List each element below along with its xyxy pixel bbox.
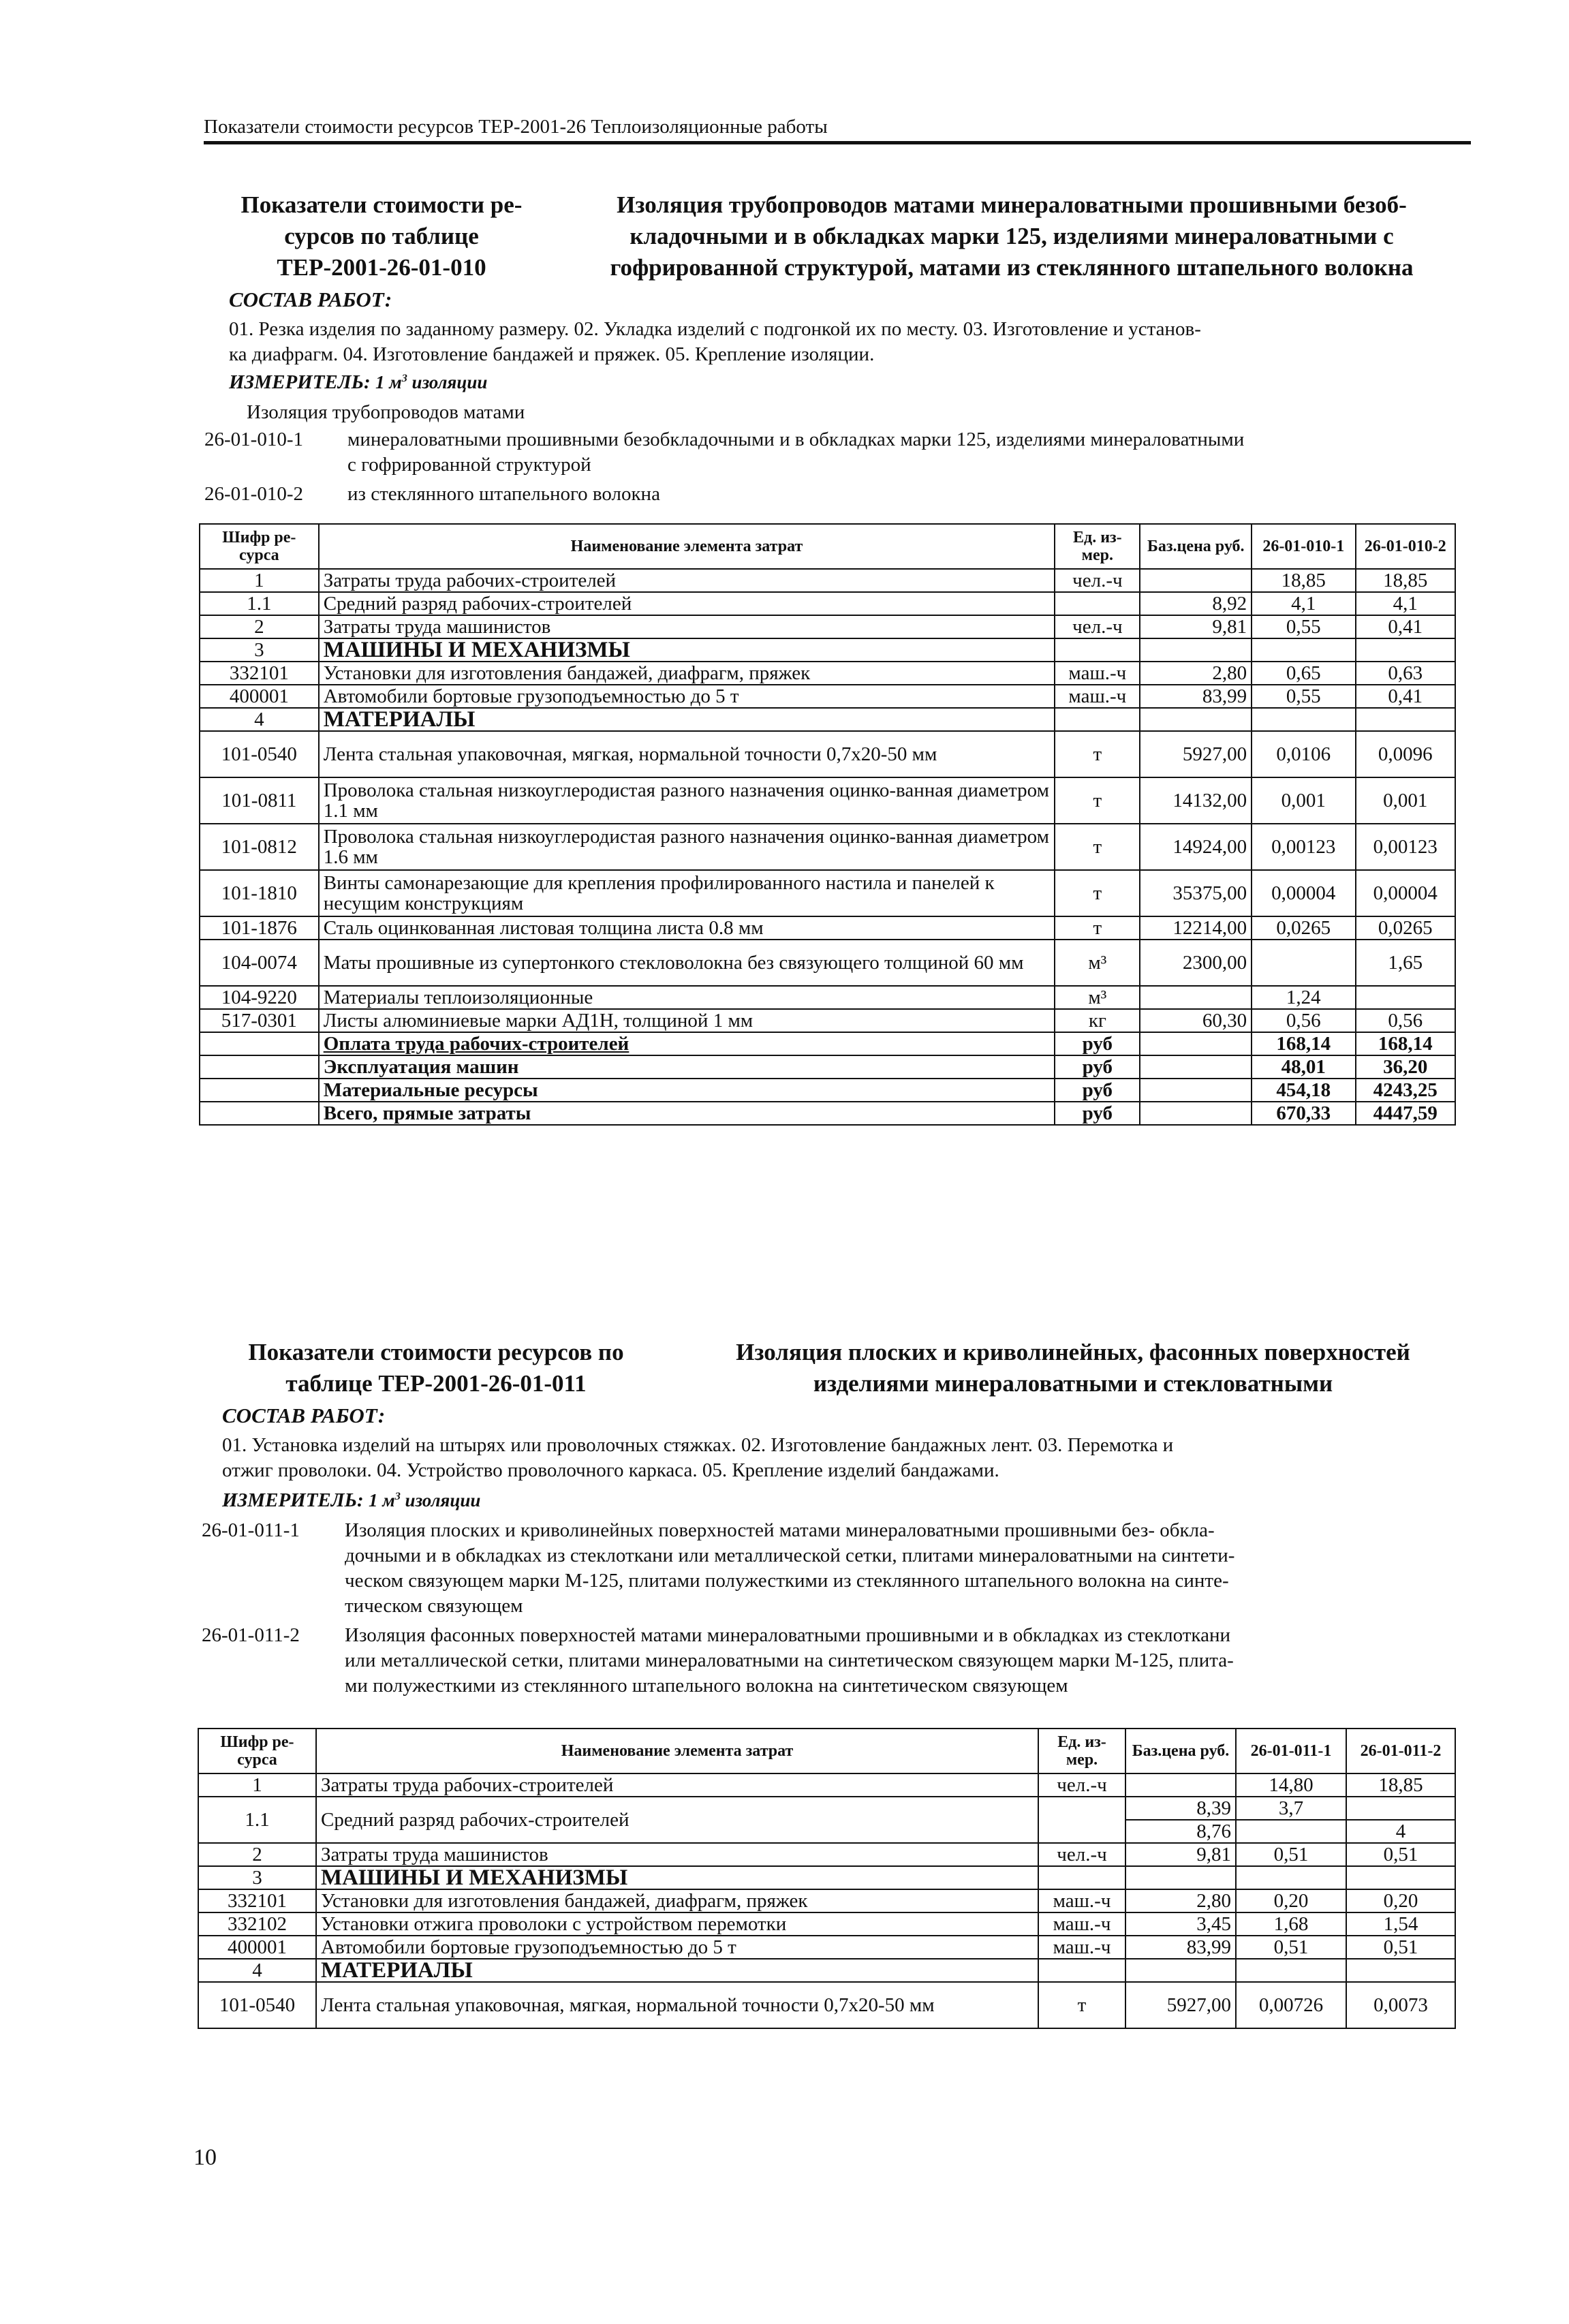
section1-work-text [229, 317, 1469, 367]
cell: 1.1 [200, 592, 319, 615]
section2-table [198, 1728, 1456, 2029]
cell: 2 [200, 615, 319, 638]
col-header: Шифр ре-сурса [200, 524, 319, 569]
cell: 400001 [198, 1936, 316, 1959]
table-row [200, 592, 1455, 615]
col-header: Баз.цена руб. [1140, 524, 1252, 569]
total-row [200, 1032, 1455, 1055]
section2-title-left-line: Показатели стоимости ресурсов по [248, 1339, 624, 1365]
cell: Автомобили бортовые грузоподъемностью до 5 т [319, 685, 1055, 708]
cell: 0,51 [1236, 1936, 1346, 1959]
cell: 5927,00 [1140, 731, 1252, 777]
cell: 3,45 [1125, 1912, 1236, 1936]
cell: т [1055, 870, 1140, 916]
cell: 4,1 [1356, 592, 1455, 615]
meter-sup: 3 [401, 372, 407, 384]
col-header: Баз.цена руб. [1125, 1729, 1236, 1773]
cell: кг [1055, 1009, 1140, 1032]
table-row [200, 916, 1455, 940]
table-row [200, 824, 1455, 870]
work-text-line: ка диафрагм. 04. Изготовление бандажей и пряжек. 05. Крепление изоляции. [229, 343, 875, 365]
section1-title-right-line: Изоляция трубопроводов матами минераловатными прошивными безоб- [617, 191, 1407, 218]
cell: 3 [200, 638, 319, 662]
col-header: Ед. из-мер. [1038, 1729, 1125, 1773]
cell: 14,80 [1236, 1773, 1346, 1797]
cell: 1,68 [1236, 1912, 1346, 1936]
cell: 0,00726 [1236, 1982, 1346, 2028]
cell: Лента стальная упаковочная, мягкая, нормальной точности 0,7х20-50 мм [319, 731, 1055, 777]
cell: 9,81 [1140, 615, 1252, 638]
meter-label: ИЗМЕРИТЕЛЬ: [222, 1489, 364, 1511]
meter-tail: изоляции [407, 372, 488, 392]
cell [1140, 986, 1252, 1009]
cell: 517-0301 [200, 1009, 319, 1032]
code-id: 26-01-010-2 [204, 483, 303, 505]
cell: 101-0812 [200, 824, 319, 870]
cell: маш.-ч [1038, 1936, 1125, 1959]
code-id: 26-01-011-2 [202, 1624, 300, 1646]
table-row [200, 940, 1455, 986]
cell: м³ [1055, 986, 1140, 1009]
section1-meter [229, 371, 487, 394]
cell: чел.-ч [1055, 569, 1140, 592]
cell: Затраты труда машинистов [316, 1843, 1038, 1866]
section2-title-right-line: изделиями минераловатными и стекловатными [813, 1370, 1333, 1397]
table-row [198, 1866, 1455, 1889]
cell: МАТЕРИАЛЫ [316, 1959, 1038, 1982]
cell: 9,81 [1125, 1843, 1236, 1866]
total-row [200, 1079, 1455, 1102]
cell: 3 [198, 1866, 316, 1889]
cell: 48,01 [1252, 1055, 1355, 1079]
meter-label: ИЗМЕРИТЕЛЬ: [229, 371, 371, 393]
total-label: Материальные ресурсы [319, 1079, 1055, 1102]
cell: 0,0265 [1356, 916, 1455, 940]
cell: 101-0811 [200, 777, 319, 824]
cell: чел.-ч [1038, 1773, 1125, 1797]
cell: 4 [1346, 1820, 1455, 1843]
cell: Затраты труда машинистов [319, 615, 1055, 638]
table-row [198, 1843, 1455, 1866]
cell: 14924,00 [1140, 824, 1252, 870]
section2-work-text [222, 1433, 1469, 1483]
code-desc-line: минераловатными прошивными безобкладочными и в обкладках марки 125, изделиями минераловатными [347, 429, 1245, 450]
code-desc-line: Изоляция фасонных поверхностей матами минераловатными прошивными и в обкладках из стеклоткани [345, 1624, 1230, 1646]
cell: руб [1055, 1079, 1140, 1102]
cell: МАТЕРИАЛЫ [319, 708, 1055, 731]
cell: Автомобили бортовые грузоподъемностью до 5 т [316, 1936, 1038, 1959]
cell: т [1055, 731, 1140, 777]
cell: 0,63 [1356, 662, 1455, 685]
code-desc-line: тическом связующем [345, 1595, 523, 1617]
table-header-row [200, 524, 1455, 569]
code-id: 26-01-011-1 [202, 1519, 300, 1541]
total-row [200, 1055, 1455, 1079]
total-label: Эксплуатация машин [319, 1055, 1055, 1079]
cell: 1,24 [1252, 986, 1355, 1009]
cell: 4 [200, 708, 319, 731]
cell: 0,56 [1252, 1009, 1355, 1032]
section2-work-label: СОСТАВ РАБОТ: [222, 1404, 386, 1427]
table-row [198, 1936, 1455, 1959]
table-row [198, 1797, 1455, 1820]
cell: 4,1 [1252, 592, 1355, 615]
section1-group-line: Изоляция трубопроводов матами [247, 401, 525, 423]
table-row [200, 777, 1455, 824]
cell: 454,18 [1252, 1079, 1355, 1102]
cell: 101-1876 [200, 916, 319, 940]
code-desc-line: ческом связующем марки М-125, плитами полужесткими из стеклянного штапельного волокна на синте- [345, 1570, 1229, 1592]
cell: 83,99 [1140, 685, 1252, 708]
code-desc-line: Изоляция плоских и криволинейных поверхностей матами минераловатными прошивными без- обкла- [345, 1519, 1215, 1541]
cell: руб [1055, 1032, 1140, 1055]
col-header: 26-01-010-1 [1252, 524, 1355, 569]
cell: 0,001 [1356, 777, 1455, 824]
code-desc [345, 1518, 1469, 1619]
code-desc: из стеклянного штапельного волокна [347, 483, 660, 505]
work-text-line: 01. Установка изделий на штырях или проволочных стяжках. 02. Изготовление бандажных лент. 03. Перемотка и [222, 1434, 1174, 1456]
cell: 0,20 [1236, 1889, 1346, 1912]
work-text-line: 01. Резка изделия по заданному размеру. 02. Укладка изделий с подгонкой их по месту. 03. Изготовление и установ- [229, 318, 1201, 340]
table-row [198, 1912, 1455, 1936]
cell: 2 [198, 1843, 316, 1866]
cell: 12214,00 [1140, 916, 1252, 940]
cell: 0,51 [1236, 1843, 1346, 1866]
cell: Проволока стальная низкоуглеродистая разного назначения оцинко-ванная диаметром 1.6 мм [319, 824, 1055, 870]
cell: 0,00123 [1356, 824, 1455, 870]
table-row [200, 638, 1455, 662]
total-label: Оплата труда рабочих-строителей [319, 1032, 1055, 1055]
cell: 670,33 [1252, 1102, 1355, 1125]
cell: МАШИНЫ И МЕХАНИЗМЫ [316, 1866, 1038, 1889]
cell: Листы алюминиевые марки АД1Н, толщиной 1 мм [319, 1009, 1055, 1032]
section1-title-left [204, 189, 559, 283]
cell: 168,14 [1252, 1032, 1355, 1055]
cell: т [1055, 777, 1140, 824]
cell: маш.-ч [1055, 685, 1140, 708]
cell [1252, 940, 1355, 986]
cell: маш.-ч [1055, 662, 1140, 685]
cell [1055, 592, 1140, 615]
cell: 60,30 [1140, 1009, 1252, 1032]
cell: 104-0074 [200, 940, 319, 986]
cell: Винты самонарезающие для крепления профилированного настила и панелей к несущим конструкциям [319, 870, 1055, 916]
col-header: Наименование элемента затрат [319, 524, 1055, 569]
cell: 104-9220 [200, 986, 319, 1009]
col-header: Ед. из-мер. [1055, 524, 1140, 569]
table-row [200, 731, 1455, 777]
cell: Установки для изготовления бандажей, диафрагм, пряжек [316, 1889, 1038, 1912]
code-desc-line: или металлической сетки, плитами минераловатными на синтетическом связующем марки М-125, плита- [345, 1649, 1234, 1671]
cell: 35375,00 [1140, 870, 1252, 916]
section1-code-row [204, 427, 1472, 478]
section1-work-label: СОСТАВ РАБОТ: [229, 288, 392, 311]
section2-title-right-line: Изоляция плоских и криволинейных, фасонных поверхностей [736, 1339, 1410, 1365]
cell: 0,00004 [1252, 870, 1355, 916]
cell: 0,20 [1346, 1889, 1455, 1912]
cell: маш.-ч [1038, 1889, 1125, 1912]
cell: 168,14 [1356, 1032, 1455, 1055]
section2-title-left-line: таблице ТЕР-2001-26-01-011 [285, 1370, 587, 1397]
table-row [198, 1773, 1455, 1797]
section2-meter [222, 1489, 480, 1512]
running-header [204, 116, 1471, 144]
total-label: Всего, прямые затраты [319, 1102, 1055, 1125]
cell: 3,7 [1236, 1797, 1346, 1820]
page-number: 10 [193, 2145, 217, 2170]
cell: 18,85 [1252, 569, 1355, 592]
total-row [200, 1102, 1455, 1125]
section1-table [199, 523, 1456, 1126]
cell: 1 [198, 1773, 316, 1797]
section2-title-left [204, 1337, 668, 1399]
cell: 0,00004 [1356, 870, 1455, 916]
cell: Установки отжига проволоки с устройством перемотки [316, 1912, 1038, 1936]
table-row [200, 1009, 1455, 1032]
cell: 1,54 [1346, 1912, 1455, 1936]
section2-code-row [202, 1518, 1469, 1619]
cell [1356, 986, 1455, 1009]
cell: 0,56 [1356, 1009, 1455, 1032]
cell: 8,39 [1125, 1797, 1236, 1820]
cell: Материалы теплоизоляционные [319, 986, 1055, 1009]
section2-code-row [202, 1623, 1469, 1699]
code-desc-line: с гофрированной структурой [347, 454, 591, 476]
col-header: 26-01-011-2 [1346, 1729, 1455, 1773]
cell: т [1055, 824, 1140, 870]
code-desc [345, 1623, 1469, 1699]
cell: 1.1 [198, 1797, 316, 1843]
cell [1140, 569, 1252, 592]
table-row [198, 1889, 1455, 1912]
table-row [198, 1982, 1455, 2028]
cell: 0,65 [1252, 662, 1355, 685]
cell: 0,0106 [1252, 731, 1355, 777]
cell: Маты прошивные из супертонкого стекловолокна без связующего толщиной 60 мм [319, 940, 1055, 986]
cell: чел.-ч [1038, 1843, 1125, 1866]
cell: 332102 [198, 1912, 316, 1936]
cell: 2300,00 [1140, 940, 1252, 986]
table-row [200, 569, 1455, 592]
work-text-line: отжиг проволоки. 04. Устройство проволочного каркаса. 05. Крепление изделий бандажами. [222, 1459, 999, 1481]
col-header: Шифр ре-сурса [198, 1729, 316, 1773]
cell: 0,0265 [1252, 916, 1355, 940]
cell: Затраты труда рабочих-строителей [316, 1773, 1038, 1797]
cell: 0,41 [1356, 685, 1455, 708]
table-row [200, 870, 1455, 916]
section1-title-left-line: сурсов по таблице [284, 223, 479, 249]
cell: 2,80 [1125, 1889, 1236, 1912]
table-row [200, 708, 1455, 731]
cell: 8,92 [1140, 592, 1252, 615]
cell: чел.-ч [1055, 615, 1140, 638]
cell: руб [1055, 1055, 1140, 1079]
section1-title-right-line: кладочными и в обкладках марки 125, изделиями минераловатными с [630, 223, 1394, 249]
cell: Установки для изготовления бандажей, диафрагм, пряжек [319, 662, 1055, 685]
cell: 0,00123 [1252, 824, 1355, 870]
cell: Затраты труда рабочих-строителей [319, 569, 1055, 592]
table-row [200, 662, 1455, 685]
col-header: 26-01-010-2 [1356, 524, 1455, 569]
code-desc-line: ми полужесткими из стеклянного штапельного волокна на синтетическом связующем [345, 1675, 1068, 1696]
cell: 332101 [200, 662, 319, 685]
cell: 400001 [200, 685, 319, 708]
section1-code-row [204, 482, 1472, 507]
cell: Средний разряд рабочих-строителей [319, 592, 1055, 615]
cell: 0,0096 [1356, 731, 1455, 777]
cell: м³ [1055, 940, 1140, 986]
meter-tail: изоляции [400, 1490, 481, 1510]
cell: 14132,00 [1140, 777, 1252, 824]
cell: МАШИНЫ И МЕХАНИЗМЫ [319, 638, 1055, 662]
cell: 0,41 [1356, 615, 1455, 638]
cell: 0,55 [1252, 685, 1355, 708]
running-header-text: Показатели стоимости ресурсов ТЕР-2001-26 Теплоизоляционные работы [204, 116, 828, 138]
cell: т [1055, 916, 1140, 940]
cell: 101-1810 [200, 870, 319, 916]
code-id: 26-01-010-1 [204, 429, 303, 450]
cell: 4243,25 [1356, 1079, 1455, 1102]
table-header-row [198, 1729, 1455, 1773]
cell: руб [1055, 1102, 1140, 1125]
cell: 101-0540 [198, 1982, 316, 2028]
cell: Средний разряд рабочих-строителей [316, 1797, 1038, 1843]
cell: Сталь оцинкованная листовая толщина листа 0.8 мм [319, 916, 1055, 940]
meter-value: 1 м [368, 1490, 395, 1510]
table-row [200, 986, 1455, 1009]
cell: 2,80 [1140, 662, 1252, 685]
cell: 0,0073 [1346, 1982, 1455, 2028]
code-desc-line: дочными и в обкладках из стеклоткани или металлической сетки, плитами минераловатными на синтети- [345, 1545, 1235, 1566]
cell: 1,65 [1356, 940, 1455, 986]
cell: 0,001 [1252, 777, 1355, 824]
section1-title-right [542, 189, 1482, 283]
table-row [200, 685, 1455, 708]
cell: маш.-ч [1038, 1912, 1125, 1936]
section1-title-left-line: ТЕР-2001-26-01-010 [277, 254, 486, 281]
cell: 4447,59 [1356, 1102, 1455, 1125]
cell: 83,99 [1125, 1936, 1236, 1959]
cell: Проволока стальная низкоуглеродистая разного назначения оцинко-ванная диаметром 1.1 мм [319, 777, 1055, 824]
cell [1125, 1773, 1236, 1797]
table-row [200, 615, 1455, 638]
cell: 332101 [198, 1889, 316, 1912]
cell: т [1038, 1982, 1125, 2028]
cell: 101-0540 [200, 731, 319, 777]
meter-value: 1 м [375, 372, 402, 392]
cell: 4 [198, 1959, 316, 1982]
col-header: 26-01-011-1 [1236, 1729, 1346, 1773]
cell: 0,55 [1252, 615, 1355, 638]
cell: 0,51 [1346, 1936, 1455, 1959]
cell: 5927,00 [1125, 1982, 1236, 2028]
section1-title-right-line: гофрированной структурой, матами из стеклянного штапельного волокна [610, 254, 1414, 281]
cell: Лента стальная упаковочная, мягкая, нормальной точности 0,7х20-50 мм [316, 1982, 1038, 2028]
section2-title-right [671, 1337, 1475, 1399]
cell: 18,85 [1346, 1773, 1455, 1797]
cell: 0,51 [1346, 1843, 1455, 1866]
table-row [198, 1959, 1455, 1982]
col-header: Наименование элемента затрат [316, 1729, 1038, 1773]
meter-sup: 3 [394, 1490, 401, 1502]
cell: 1 [200, 569, 319, 592]
cell: 18,85 [1356, 569, 1455, 592]
code-desc [347, 427, 1472, 478]
cell: 8,76 [1125, 1820, 1236, 1843]
cell: 36,20 [1356, 1055, 1455, 1079]
section1-title-left-line: Показатели стоимости ре- [240, 191, 523, 218]
